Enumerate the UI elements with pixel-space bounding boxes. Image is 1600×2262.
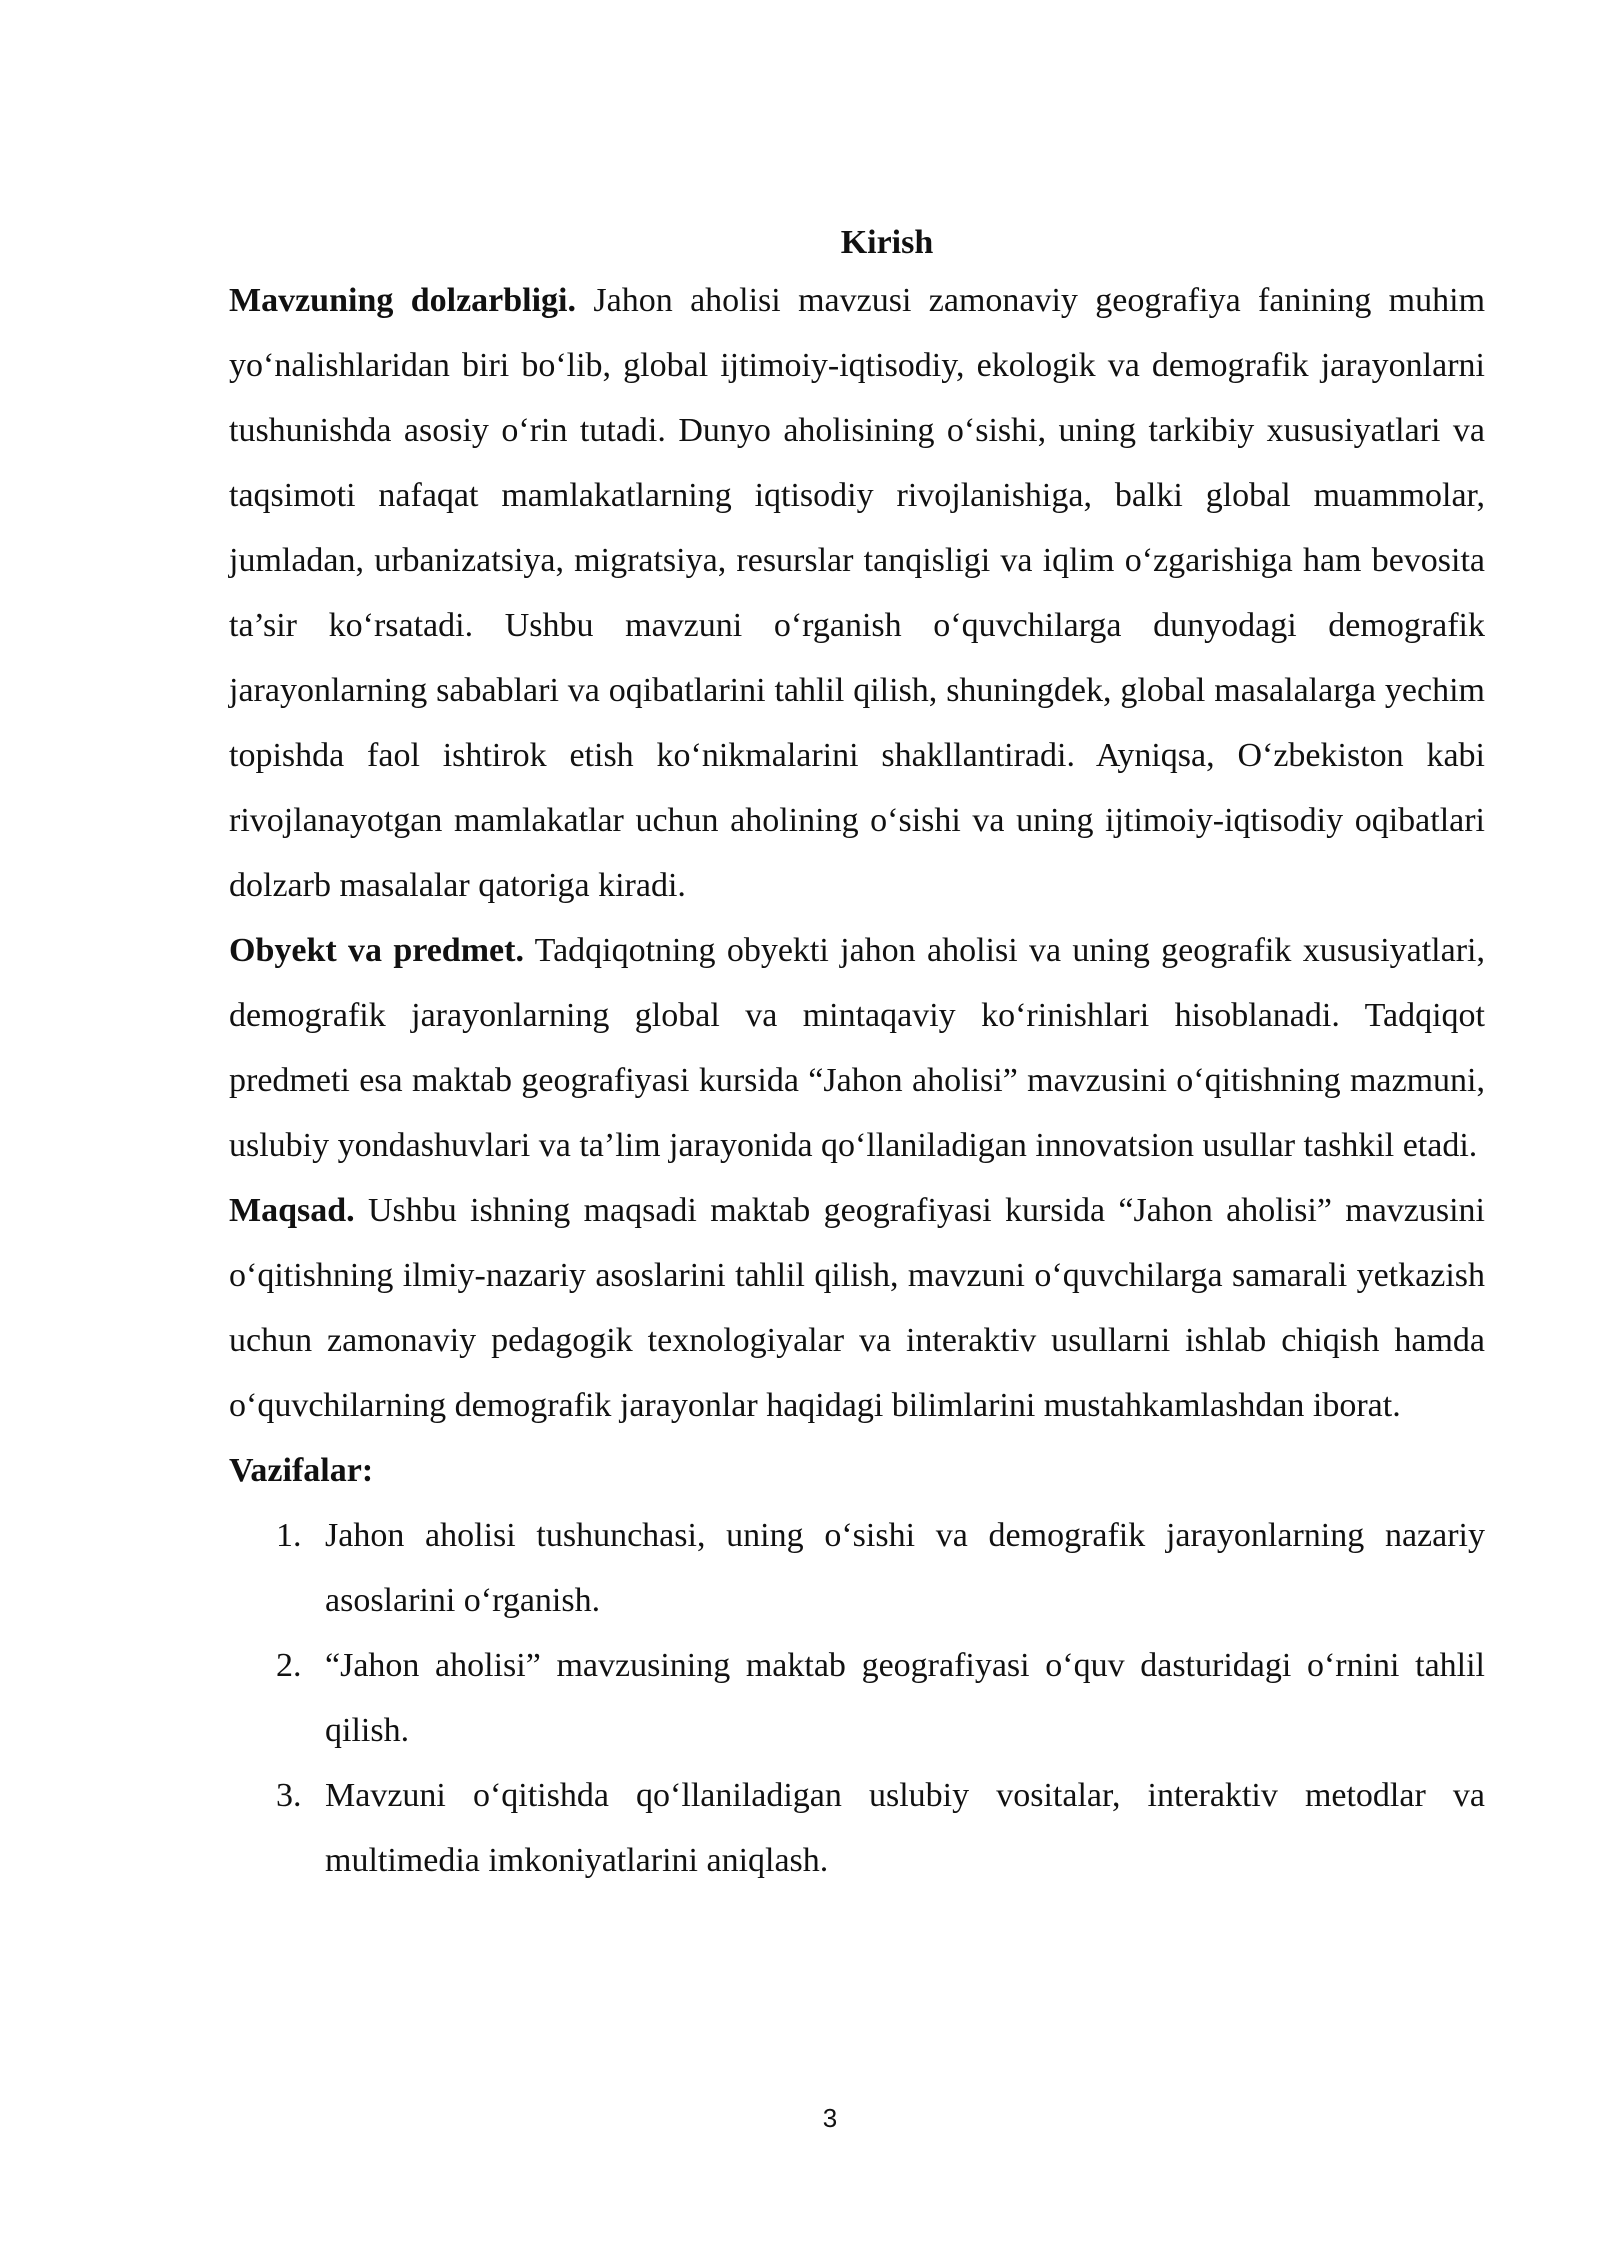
list-item-text: Mavzuni o‘qitishda qo‘llaniladigan uslubiy vositalar, interaktiv metodlar va multimedia imkoniyatlarini aniqlash.: [325, 1777, 1485, 1879]
relevance-lead: Mavzuning dolzarbligi.: [229, 282, 577, 319]
list-item-number: 1.: [276, 1517, 302, 1554]
object-paragraph: [229, 918, 1485, 1178]
object-text: Tadqiqotning obyekti jahon aholisi va uning geografik xususiyatlari, demografik jarayonlarning global va mintaqaviy ko‘rinishlari hisoblanadi. Tadqiqot predmeti esa maktab geografiyasi kursida “Jahon aholisi” mavzusini o‘qitishning mazmuni, uslubiy yondashuvlari va ta’lim jarayonida qo‘llaniladigan innovatsion usullar tashkil etadi.: [229, 932, 1485, 1164]
list-item-text: “Jahon aholisi” mavzusining maktab geografiyasi o‘quv dasturidagi o‘rnini tahlil qilish.: [325, 1647, 1485, 1749]
page-title: Kirish: [840, 224, 934, 261]
list-item-text: Jahon aholisi tushunchasi, uning o‘sishi va demografik jarayonlarning nazariy asoslarini o‘rganish.: [325, 1517, 1485, 1619]
goal-paragraph: [229, 1178, 1485, 1438]
tasks-heading: Vazifalar:: [229, 1452, 374, 1489]
goal-text: Ushbu ishning maqsadi maktab geografiyasi kursida “Jahon aholisi” mavzusini o‘qitishning ilmiy-nazariy asoslarini tahlil qilish, mavzuni o‘quvchilarga samarali yetkazish uchun zamonaviy pedagogik texnologiyalar va interaktiv usullarni ishlab chiqish hamda o‘quvchilarning demografik jarayonlar haqidagi bilimlarini mustahkamlashdan iborat.: [229, 1192, 1486, 1424]
object-lead: Obyekt va predmet.: [229, 932, 524, 969]
list-item: [229, 1503, 1485, 1633]
tasks-list: [229, 1503, 1485, 1893]
document-page: [229, 218, 1485, 1893]
relevance-text: Jahon aholisi mavzusi zamonaviy geografiya fanining muhim yo‘nalishlaridan biri bo‘lib, global ijtimoiy-iqtisodiy, ekologik va demografik jarayonlarni tushunishda asosiy o‘rin tutadi. Dunyo aholisining o‘sishi, uning tarkibiy xususiyatlari va taqsimoti nafaqat mamlakatlarning iqtisodiy rivojlanishiga, balki global muammolar, jumladan, urbanizatsiya, migratsiya, resurslar tanqisligi va iqlim o‘zgarishiga ham bevosita ta’sir ko‘rsatadi. Ushbu mavzuni o‘rganish o‘quvchilarga dunyodagi demografik jarayonlarning sabablari va oqibatlarini tahlil qilish, shuningdek, global masalalarga yechim topishda faol ishtirok etish ko‘nikmalarini shakllantiradi. Ayniqsa, O‘zbekiston kabi rivojlanayotgan mamlakatlar uchun aholining o‘sishi va uning ijtimoiy-iqtisodiy oqibatlari dolzarb masalalar qatoriga kiradi.: [229, 282, 1486, 904]
list-item-number: 3.: [276, 1777, 302, 1814]
list-item: [229, 1763, 1485, 1893]
list-item: [229, 1633, 1485, 1763]
list-item-number: 2.: [276, 1647, 302, 1684]
page-number: 3: [822, 2103, 838, 2133]
goal-lead: Maqsad.: [229, 1192, 355, 1229]
relevance-paragraph: [229, 268, 1485, 918]
